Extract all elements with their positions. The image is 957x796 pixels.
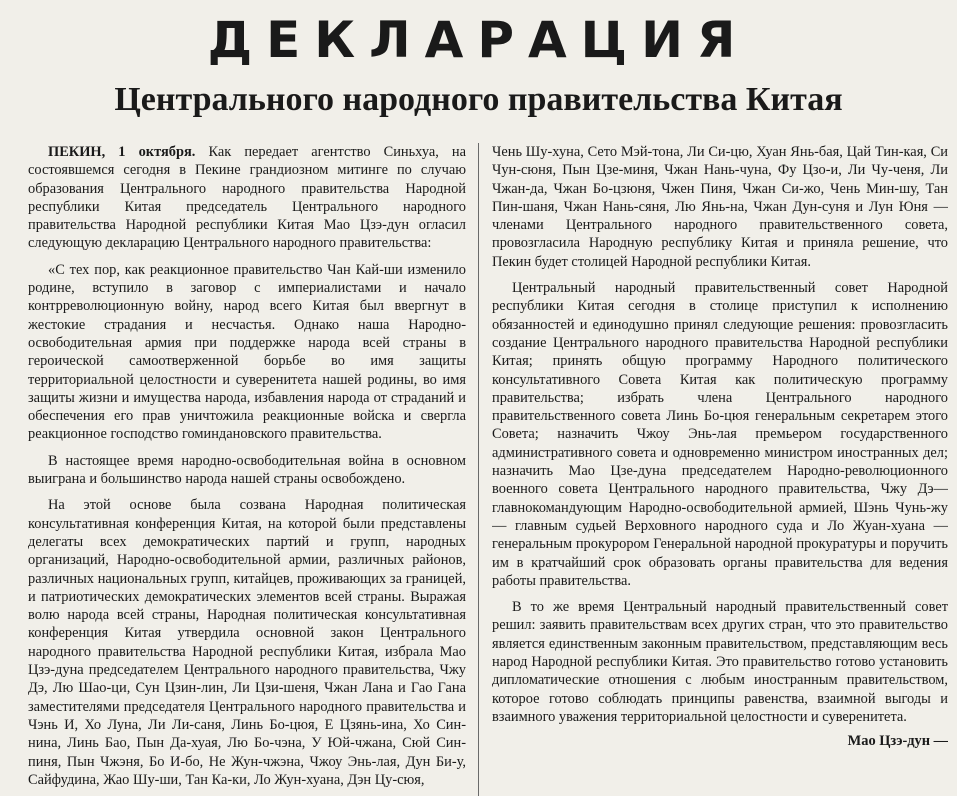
article-paragraph-3: На этой основе была созвана Народная политическая консультативная конференция Китая, на которой были представлены делегаты всех демократических партий и групп, народных организаций, Народно-освободительной армии, различных районов, различных национальных групп, китайцев, проживающих за границей, и патриотических демократических элементов всей страны. Выражая волю народа всей страны, Народная политическая консультативная конференция Китая утвердила основной закон Центрального народного правительства Народной республики Китая, избрала Мао Цзэ-дуна председателем Центрального народного правительства, Чжу Дэ, Лю Шао-ци, Сун Цзин-лин, Ли Цзи-шеня, Чжан Лана и Гао Гана заместителями председателя Центрального народного правительства и Чэнь И, Хо Луна, Ли Ли-саня, Линь Бо-цюя, Е Цзянь-ина, Хо Син-нина, Линь Бао, Пын Да-хуая, Лю Бо-чэна, У Юй-чжана, Сюй Син-пиня, Пын Чжэня, Бо И-бо, Не Жун-чжэна, Чжоу Энь-лая, Дун Би-у, Сайфудина, Жао Шу-ши, Тан Ка-ки, Ло Жун-хуана, Дэн Цу-сюя,: [28, 497, 466, 788]
article-paragraph-5: Центральный народный правительственный совет Народной республики Китая сегодня в столице приступил к исполнению обязанностей и единодушно принял следующие решения: провозгласить создание Центрального народного правительства Народной республики Китая; принять общую программу Народного политического консультативного Совета Китая как политическую программу правительства; избрать члена Центрального народного правительственного совета Линь Бо-цюя генеральным секретарем этого Совета; назначить Чжоу Энь-лая премьером государственного административного совета и одновременно министром иностранных дел; назначить Мао Цзе-дуна председателем Народно-революционного военного совета Центрального народного правительства, Чжу Дэ—главнокомандующим Народно-освободительной армией, Шэнь Чунь-жу — главным судьей Верховного народного суда и Ло Жуан-хуана — генеральным прокурором Генеральной народной прокуратуры и поручить им в кратчайший срок образовать органы правительства для ведения работы правительства.: [492, 280, 948, 589]
article-paragraph-6: В то же время Центральный народный правительственный совет решил: заявить правительствам всех других стран, что это правительство является единственным законным правительством, представляющим весь народ Народной республики Китая. Это правительство готово установить дипломатические отношения с любым иностранным правительством, которое готово соблюдать принципы равенства, взаимной выгоды и взаимного уважения территориальной целостности и суверенитета.: [492, 599, 948, 725]
article-column-right: [492, 143, 948, 796]
signature: Мао Цзэ-дун —: [847, 733, 948, 750]
column-divider: [478, 143, 479, 796]
article-paragraph-2: В настоящее время народно-освободительная война в основном выиграна и большинство народа нашей страны освобождено.: [28, 452, 466, 488]
intro-text: Как передает агентство Синьхуа, на состоявшемся сегодня в Пекине грандиозном митинге по случаю образования Центрального народного правительства Народной республики Китая председатель Центрального народного правительства Народной республики Китая Мао Цзэ-дун огласил следующую декларацию Центрального народного правительства:: [28, 144, 466, 252]
article-paragraph-1: «С тех пор, как реакционное правительство Чан Кай-ши изменило родине, вступило в заговор с империалистами и начало контрреволюционную войну, народ всего Китая был ввергнут в жестокие страдания и несчастья. Однако наша Народно-освободительная армия при поддержке народа всей страны в героической самоотверженной борьбе во имя защиты территориальной целостности и суверенитета нашей родины, во имя защиты жизни и имущества народа, избавления народа от страданий и обеспечения его прав уничтожила реакционные войска и свергла реакционное господство гоминдановского правительства.: [28, 261, 466, 443]
dateline: ПЕКИН, 1 октября.: [48, 144, 196, 160]
article-column-left: [28, 143, 466, 796]
headline-title: ДЕКЛАРАЦИЯ: [207, 11, 750, 69]
headline-subtitle: Центрального народного правительства Китая: [114, 81, 843, 118]
article-intro-paragraph: [28, 143, 466, 253]
article-paragraph-4: Чень Шу-хуна, Сето Мэй-тона, Ли Си-цю, Хуан Янь-бая, Цай Тин-кая, Си Чун-сюня, Пын Цзе-миня, Чжан Нань-чуна, Фу Цзо-и, Ли Чу-ченя, Ли Чжан-да, Чжан Бо-цзюня, Чжен Пиня, Чжан Си-жо, Чень Мин-шу, Тан Пин-шаня, Чжан Нань-сяня, Лю Янь-на, Чжан Дун-суня и Лун Юня — членами Центрального народного правительственного совета, провозгласила Народную республику Китая и приняла решение, что Пекин будет столицей Народной республики Китая.: [492, 144, 948, 270]
